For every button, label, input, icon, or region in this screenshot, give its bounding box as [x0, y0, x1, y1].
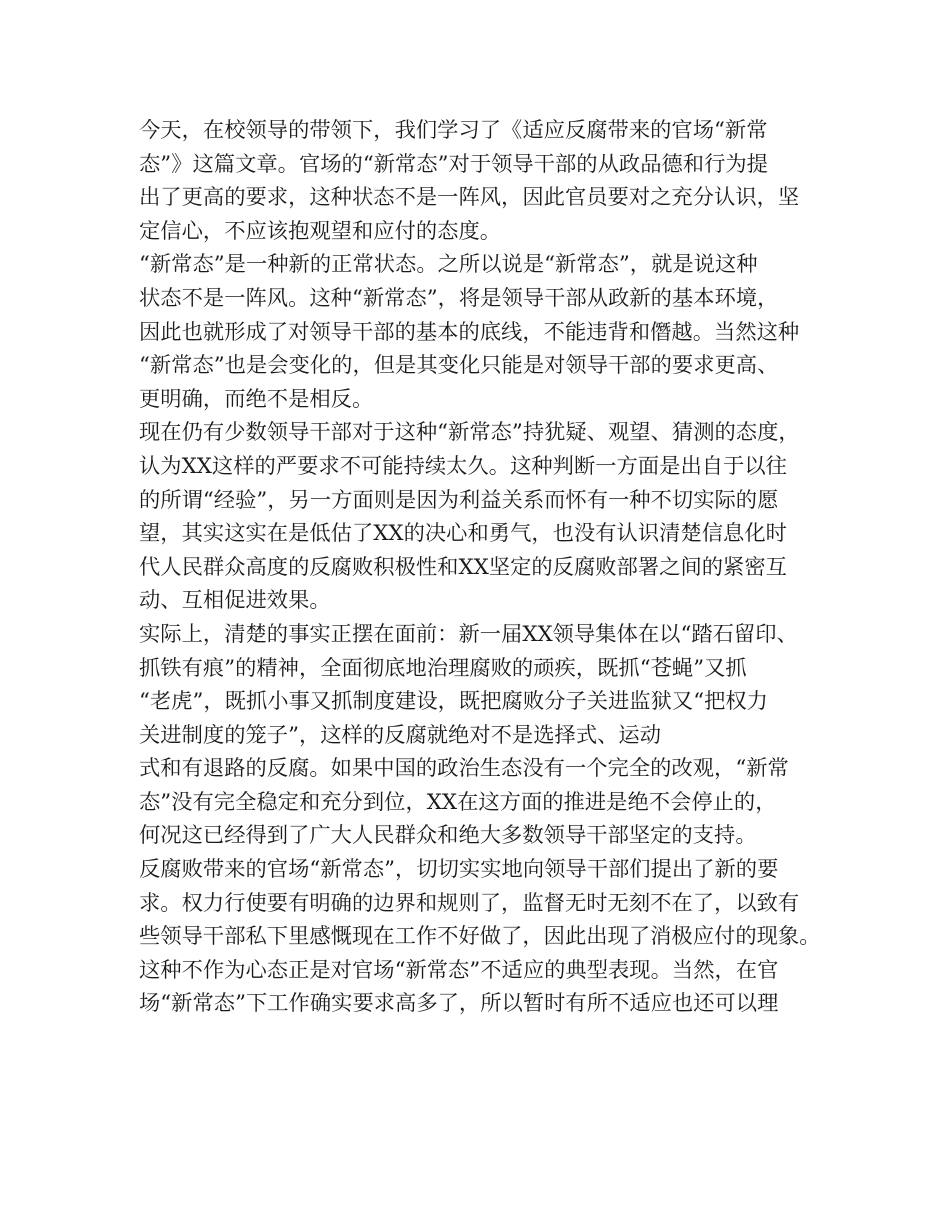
document-body — [139, 114, 829, 1021]
text-line: 的所谓“经验”，另一方面则是因为利益关系而怀有一种不切实际的愿 — [139, 487, 779, 513]
text-line: “新常态”是一种新的正常状态。之所以说是“新常态”，就是说这种 — [139, 252, 758, 278]
text-line: 态”没有完全稳定和充分到位，XX在这方面的推进是绝不会停止的， — [139, 789, 777, 815]
text-line: 动、互相促进效果。 — [139, 588, 331, 614]
text-line: 望，其实这实在是低估了XX的决心和勇气，也没有认识清楚信息化时 — [139, 521, 787, 547]
text-line: 出了更高的要求，这种状态不是一阵风，因此官员要对之充分认识，坚 — [139, 185, 800, 211]
text-line: 求。权力行使要有明确的边界和规则了，监督无时无刻不在了，以致有 — [139, 890, 800, 916]
text-line: 场“新常态”下工作确实要求高多了，所以暂时有所不适应也还可以理 — [139, 991, 779, 1017]
text-line: 因此也就形成了对领导干部的基本的底线，不能违背和僭越。当然这种 — [139, 319, 800, 345]
text-line: 现在仍有少数领导干部对于这种“新常态”持犹疑、观望、猜测的态度， — [139, 420, 800, 446]
text-line: 态”》这篇文章。官场的“新常态”对于领导干部的从政品德和行为提 — [139, 151, 768, 177]
text-line: 这种不作为心态正是对官场“新常态”不适应的典型表现。当然，在官 — [139, 957, 779, 983]
text-line: 抓铁有痕”的精神，全面彻底地治理腐败的顽疾，既抓“苍蝇”又抓 — [139, 655, 747, 681]
text-line: 式和有退路的反腐。如果中国的政治生态没有一个完全的改观，“新常 — [139, 756, 789, 782]
text-line: 关进制度的笼子”，这样的反腐就绝对不是选择式、运动 — [139, 722, 662, 748]
text-line: 认为XX这样的严要求不可能持续太久。这种判断一方面是出自于以往 — [139, 453, 787, 479]
text-line: “老虎”，既抓小事又抓制度建设，既把腐败分子关进监狱又“把权力 — [139, 689, 768, 715]
text-line: 代人民群众高度的反腐败积极性和XX坚定的反腐败部署之间的紧密互 — [139, 554, 787, 580]
text-line: 实际上，清楚的事实正摆在面前：新一届XX领导集体在以“踏石留印、 — [139, 621, 798, 647]
text-line: 更明确，而绝不是相反。 — [139, 386, 374, 412]
text-line: 何况这已经得到了广大人民群众和绝大多数领导干部坚定的支持。 — [139, 823, 757, 849]
text-line: 今天，在校领导的带领下，我们学习了《适应反腐带来的官场“新常 — [139, 118, 768, 143]
text-line: “新常态”也是会变化的，但是其变化只能是对领导干部的要求更高、 — [139, 353, 779, 379]
text-line: 反腐败带来的官场“新常态”，切切实实地向领导干部们提出了新的要 — [139, 857, 779, 883]
text-line: 些领导干部私下里感慨现在工作不好做了，因此出现了消极应付的现象。 — [139, 924, 821, 950]
text-line: 状态不是一阵风。这种“新常态”，将是领导干部从政新的基本环境， — [139, 285, 779, 311]
text-line: 定信心，不应该抱观望和应付的态度。 — [139, 218, 502, 244]
